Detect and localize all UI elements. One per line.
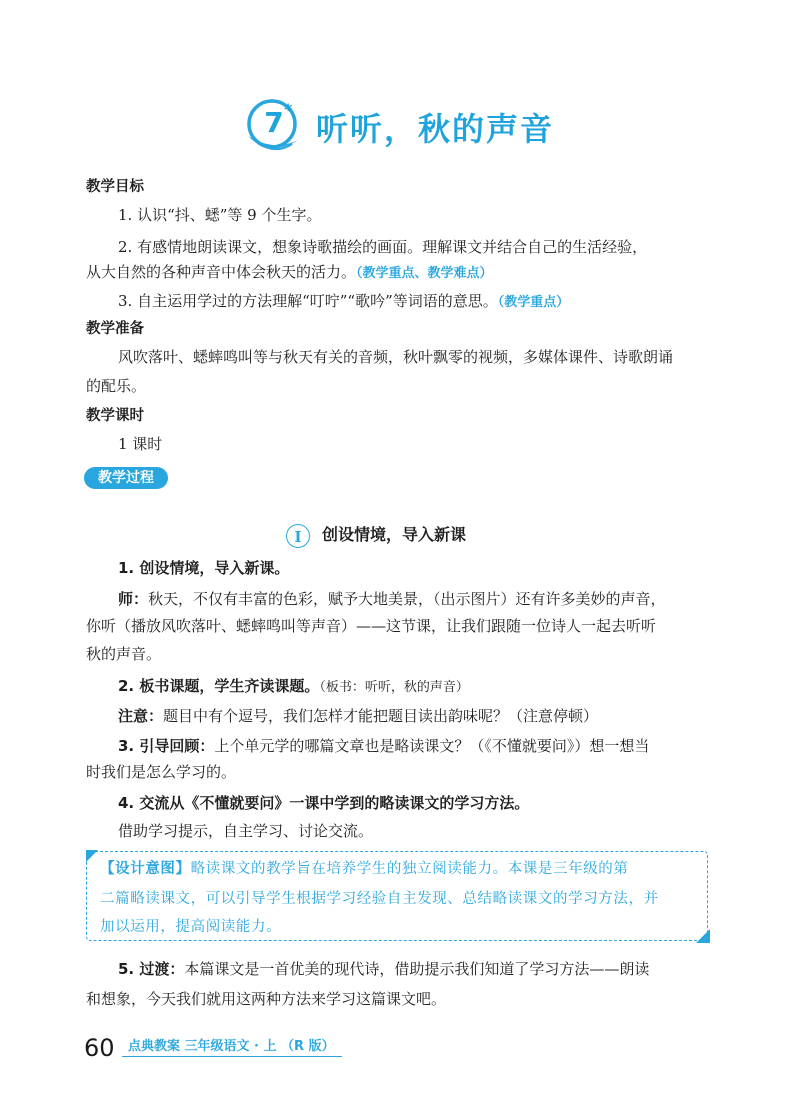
step-1-line-1 (118, 590, 711, 609)
step-2-note: （板书：听听，秋的声音） (319, 680, 469, 695)
footer-divider (122, 1056, 342, 1057)
goals-heading: 教学目标 (86, 179, 144, 195)
design-line-1 (100, 857, 629, 878)
note-label: 注意： (118, 707, 164, 725)
lesson-title-block (240, 96, 560, 156)
goal-2-text: 从大自然的各种声音中体会秋天的活力。 (86, 263, 357, 281)
design-text-1: 略读课文的教学旨在培养学生的独立阅读能力。本课是三年级的第 (190, 861, 629, 877)
period-heading: 教学课时 (86, 408, 144, 424)
design-line-3: 加以运用，提高阅读能力。 (100, 919, 282, 935)
step-1-title: 1. 创设情境，导入新课。 (118, 559, 290, 577)
process-label: 教学过程 (84, 467, 168, 489)
page-number: 60 (84, 1034, 115, 1062)
design-label: 【设计意图】 (100, 861, 191, 877)
step-5-title: 5. 过渡： (118, 960, 185, 978)
step-5-line-2: 和想象，今天我们就用这两种方法来学习这篇课文吧。 (86, 990, 447, 1008)
step-5-text-1: 本篇课文是一首优美的现代诗，借助提示我们知道了学习方法——朗读 (184, 960, 650, 978)
goal-2-line-2 (86, 263, 711, 283)
prep-heading: 教学准备 (86, 321, 144, 337)
step-4-title: 4. 交流从《不懂就要问》一课中学到的略读课文的学习方法。 (118, 794, 530, 812)
prep-line-2: 的配乐。 (86, 377, 147, 395)
prep-line-1: 风吹落叶、蟋蟀鸣叫等与秋天有关的音频，秋叶飘零的视频，多媒体课件、诗歌朗诵 (118, 348, 674, 366)
step-1-line-2: 你听（播放风吹落叶、蟋蟀鸣叫等声音）——这节课，让我们跟随一位诗人一起去听听 (86, 617, 657, 635)
step-3-title: 3. 引导回顾： (118, 737, 215, 755)
goal-2-line-1: 2. 有感情地朗读课文，想象诗歌描绘的画面。理解课文并结合自己的生活经验， (118, 238, 648, 256)
design-line-2: 二篇略读课文，可以引导学生根据学习经验自主发现、总结略读课文的学习方法，并 (100, 891, 659, 907)
step-5-line-1 (118, 960, 711, 979)
book-info: 点典教案 三年级语文 · 上 （R 版） (128, 1039, 335, 1054)
step-1-line-3: 秋的声音。 (86, 645, 162, 663)
teacher-label: 师： (118, 590, 149, 608)
goal-1: 1. 认识“抖、蟋”等 9 个生字。 (118, 206, 322, 224)
step-3-text-1: 上个单元学的哪篇文章也是略读课文？（《不懂就要问》）想一想当 (214, 737, 650, 755)
note-line (118, 707, 711, 726)
goal-3 (118, 292, 711, 312)
step-3-line-1 (118, 737, 711, 756)
goal-3-tag: （教学重点） (497, 295, 570, 310)
section-title: 创设情境，导入新课 (322, 525, 467, 544)
corner-decoration-icon (690, 923, 712, 945)
section-heading (286, 522, 466, 548)
goal-3-text: 3. 自主运用学过的方法理解“叮咛”“歌吟”等词语的意思。 (118, 292, 498, 310)
period-value: 1 课时 (118, 435, 163, 453)
step-1-text-1: 秋天，不仅有丰富的色彩，赋予大地美景，（出示图片）还有许多美妙的声音， (148, 590, 666, 608)
step-2-title: 2. 板书课题，学生齐读课题。 (118, 677, 320, 695)
note-text: 题目中有个逗号，我们怎样才能把题目读出韵味呢？（注意停顿） (163, 707, 599, 725)
section-number-icon: I (286, 524, 310, 548)
lesson-star: * (284, 100, 293, 119)
step-2 (118, 677, 711, 697)
step-4-text: 借助学习提示，自主学习、讨论交流。 (118, 822, 374, 840)
goal-2-tag: （教学重点、教学难点） (356, 266, 493, 281)
lesson-title: 听听，秋的声音 (316, 110, 555, 148)
lesson-number: 7 (264, 106, 284, 139)
step-3-line-2: 时我们是怎么学习的。 (86, 763, 237, 781)
